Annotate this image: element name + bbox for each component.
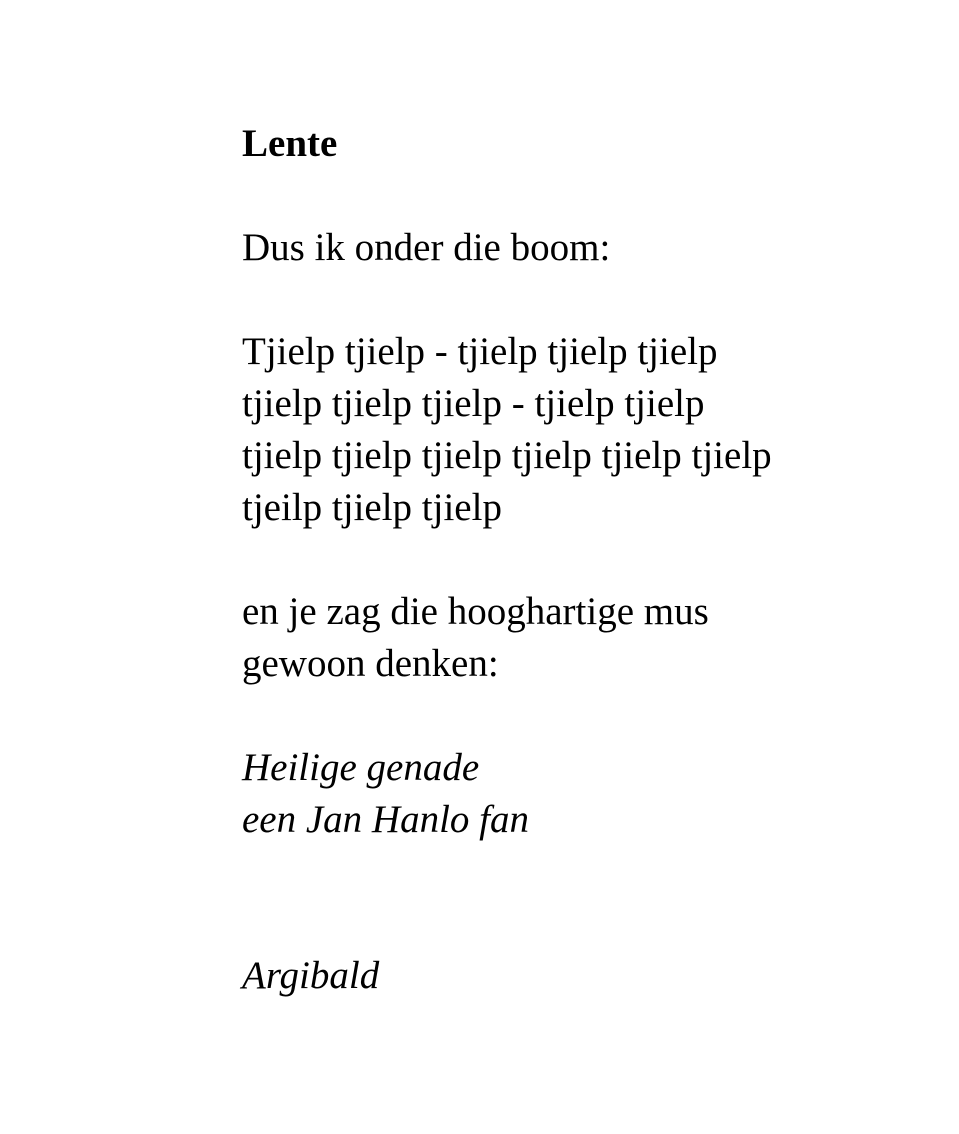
stanza-3 [242,586,922,690]
poem-line: tjielp tjielp tjielp - tjielp tjielp [242,382,705,425]
poem-line: Heilige genade [242,746,480,789]
stanza-gap [242,170,922,222]
poem-line: Dus ik onder die boom: [242,226,611,269]
stanza-gap [242,690,922,742]
poem-line: een Jan Hanlo fan [242,798,530,841]
stanza-gap [242,534,922,586]
stanza-1 [242,222,922,274]
poem-line: Tjielp tjielp - tjielp tjielp tjielp [242,330,718,373]
stanza-4 [242,742,922,846]
poem-page [242,118,922,1002]
poem-title: Lente [242,122,338,165]
poem-line: en je zag die hooghartige mus [242,590,709,633]
signature-gap [242,846,922,950]
stanza-gap [242,274,922,326]
stanza-2 [242,326,922,534]
poem-line: tjielp tjielp tjielp tjielp tjielp tjielp [242,434,772,477]
poem-author: Argibald [242,954,380,997]
poem-line: gewoon denken: [242,642,499,685]
poem-line: tjeilp tjielp tjielp [242,486,502,529]
